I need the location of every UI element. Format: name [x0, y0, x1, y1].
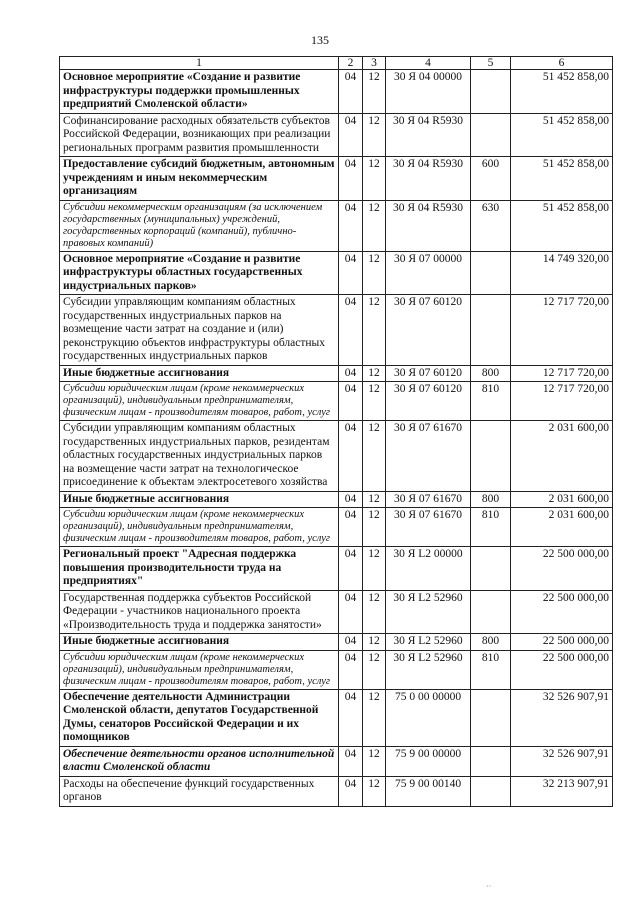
- amount-cell: 32 526 907,91: [511, 746, 613, 776]
- amount-cell: 12 717 720,00: [511, 365, 613, 382]
- expense-type-cell: [471, 689, 511, 746]
- target-article-cell: 30 Я 04 R5930: [386, 200, 471, 251]
- amount-cell: 51 452 858,00: [511, 200, 613, 251]
- section-code-cell: 04: [339, 421, 363, 492]
- target-article-cell: 30 Я L2 00000: [386, 547, 471, 591]
- amount-cell: 51 452 858,00: [511, 157, 613, 201]
- item-name-cell: Субсидии юридическим лицам (кроме некоммерческих организаций), индивидуальным предпринимателям, физическим лицам - производителям товаров, работ, услуг: [60, 382, 339, 421]
- section-code-cell: 04: [339, 251, 363, 295]
- table-row: [60, 508, 613, 547]
- amount-cell: 2 031 600,00: [511, 491, 613, 508]
- column-header: 2: [339, 57, 363, 70]
- target-article-cell: 30 Я L2 52960: [386, 650, 471, 689]
- table-row: [60, 295, 613, 366]
- item-name-cell: Региональный проект "Адресная поддержка повышения производительности труда на предприятиях": [60, 547, 339, 591]
- subsection-code-cell: 12: [363, 634, 386, 651]
- target-article-cell: 30 Я L2 52960: [386, 634, 471, 651]
- section-code-cell: 04: [339, 157, 363, 201]
- table-row: [60, 157, 613, 201]
- subsection-code-cell: 12: [363, 508, 386, 547]
- table-row: [60, 251, 613, 295]
- target-article-cell: 30 Я 07 60120: [386, 382, 471, 421]
- item-name-cell: Субсидии некоммерческим организациям (за исключением государственных (муниципальных) учреждений, государственных корпораций (компаний), публично-правовых компаний): [60, 200, 339, 251]
- target-article-cell: 30 Я 04 R5930: [386, 157, 471, 201]
- expense-type-cell: 630: [471, 200, 511, 251]
- target-article-cell: 75 9 00 00140: [386, 776, 471, 806]
- expense-type-cell: 810: [471, 382, 511, 421]
- amount-cell: 22 500 000,00: [511, 547, 613, 591]
- item-name-cell: Обеспечение деятельности Администрации Смоленской области, депутатов Государственной Думы, сенаторов Российской Федерации и их помощников: [60, 689, 339, 746]
- section-code-cell: 04: [339, 508, 363, 547]
- expense-type-cell: [471, 547, 511, 591]
- column-header: 6: [511, 57, 613, 70]
- table-row: [60, 547, 613, 591]
- expense-type-cell: [471, 70, 511, 114]
- amount-cell: 2 031 600,00: [511, 421, 613, 492]
- subsection-code-cell: 12: [363, 251, 386, 295]
- column-header: 5: [471, 57, 511, 70]
- table-row: [60, 421, 613, 492]
- column-header: 4: [386, 57, 471, 70]
- table-row: [60, 382, 613, 421]
- page-number: 135: [311, 33, 329, 47]
- target-article-cell: 30 Я 07 60120: [386, 295, 471, 366]
- table-row: [60, 650, 613, 689]
- expense-type-cell: 810: [471, 508, 511, 547]
- subsection-code-cell: 12: [363, 113, 386, 157]
- expense-type-cell: [471, 776, 511, 806]
- section-code-cell: 04: [339, 776, 363, 806]
- table-row: [60, 113, 613, 157]
- amount-cell: 12 717 720,00: [511, 382, 613, 421]
- expense-type-cell: 600: [471, 157, 511, 201]
- amount-cell: 22 500 000,00: [511, 650, 613, 689]
- amount-cell: 2 031 600,00: [511, 508, 613, 547]
- column-header: 1: [60, 57, 339, 70]
- item-name-cell: Обеспечение деятельности органов исполнительной власти Смоленской области: [60, 746, 339, 776]
- target-article-cell: 30 Я 07 61670: [386, 508, 471, 547]
- expense-type-cell: 810: [471, 650, 511, 689]
- expense-type-cell: [471, 421, 511, 492]
- table-row: [60, 365, 613, 382]
- section-code-cell: 04: [339, 547, 363, 591]
- target-article-cell: 30 Я 07 61670: [386, 491, 471, 508]
- table-row: [60, 200, 613, 251]
- subsection-code-cell: 12: [363, 365, 386, 382]
- amount-cell: 14 749 320,00: [511, 251, 613, 295]
- column-header: 3: [363, 57, 386, 70]
- item-name-cell: Субсидии юридическим лицам (кроме некоммерческих организаций), индивидуальным предпринимателям, физическим лицам - производителям товаров, работ, услуг: [60, 508, 339, 547]
- amount-cell: 51 452 858,00: [511, 113, 613, 157]
- amount-cell: 22 500 000,00: [511, 634, 613, 651]
- budget-table: [59, 56, 613, 807]
- section-code-cell: 04: [339, 590, 363, 634]
- target-article-cell: 75 0 00 00000: [386, 689, 471, 746]
- expense-type-cell: 800: [471, 634, 511, 651]
- table-row: [60, 776, 613, 806]
- amount-cell: 22 500 000,00: [511, 590, 613, 634]
- table-row: [60, 70, 613, 114]
- item-name-cell: Субсидии управляющим компаниям областных государственных индустриальных парков, резидентам областных государственных индустриальных парков на возмещение части затрат на технологическое присоединение к объектам электросетевого хозяйства: [60, 421, 339, 492]
- expense-type-cell: [471, 746, 511, 776]
- subsection-code-cell: 12: [363, 382, 386, 421]
- item-name-cell: Иные бюджетные ассигнования: [60, 634, 339, 651]
- amount-cell: 32 526 907,91: [511, 689, 613, 746]
- expense-type-cell: [471, 251, 511, 295]
- subsection-code-cell: 12: [363, 491, 386, 508]
- item-name-cell: Иные бюджетные ассигнования: [60, 491, 339, 508]
- target-article-cell: 30 Я 04 R5930: [386, 113, 471, 157]
- subsection-code-cell: 12: [363, 200, 386, 251]
- section-code-cell: 04: [339, 113, 363, 157]
- subsection-code-cell: 12: [363, 547, 386, 591]
- item-name-cell: Иные бюджетные ассигнования: [60, 365, 339, 382]
- section-code-cell: 04: [339, 200, 363, 251]
- subsection-code-cell: 12: [363, 689, 386, 746]
- section-code-cell: 04: [339, 650, 363, 689]
- amount-cell: 32 213 907,91: [511, 776, 613, 806]
- expense-type-cell: [471, 590, 511, 634]
- target-article-cell: 30 Я 04 00000: [386, 70, 471, 114]
- footer-mark: ··: [486, 882, 492, 891]
- subsection-code-cell: 12: [363, 157, 386, 201]
- item-name-cell: Субсидии юридическим лицам (кроме некоммерческих организаций), индивидуальным предпринимателям, физическим лицам - производителям товаров, работ, услуг: [60, 650, 339, 689]
- section-code-cell: 04: [339, 365, 363, 382]
- table-body: [60, 70, 613, 807]
- subsection-code-cell: 12: [363, 590, 386, 634]
- item-name-cell: Основное мероприятие «Создание и развитие инфраструктуры поддержки промышленных предприятий Смоленской области»: [60, 70, 339, 114]
- section-code-cell: 04: [339, 746, 363, 776]
- item-name-cell: Государственная поддержка субъектов Российской Федерации - участников национального проекта «Производительность труда и поддержка занятости»: [60, 590, 339, 634]
- expense-type-cell: [471, 295, 511, 366]
- section-code-cell: 04: [339, 491, 363, 508]
- table-row: [60, 634, 613, 651]
- item-name-cell: Предоставление субсидий бюджетным, автономным учреждениям и иным некоммерческим организациям: [60, 157, 339, 201]
- section-code-cell: 04: [339, 689, 363, 746]
- section-code-cell: 04: [339, 634, 363, 651]
- table-header-row: [60, 57, 613, 70]
- amount-cell: 51 452 858,00: [511, 70, 613, 114]
- item-name-cell: Основное мероприятие «Создание и развитие инфраструктуры областных государственных индустриальных парков»: [60, 251, 339, 295]
- target-article-cell: 30 Я L2 52960: [386, 590, 471, 634]
- table-row: [60, 746, 613, 776]
- section-code-cell: 04: [339, 382, 363, 421]
- target-article-cell: 30 Я 07 00000: [386, 251, 471, 295]
- subsection-code-cell: 12: [363, 70, 386, 114]
- table-row: [60, 689, 613, 746]
- amount-cell: 12 717 720,00: [511, 295, 613, 366]
- subsection-code-cell: 12: [363, 776, 386, 806]
- target-article-cell: 30 Я 07 60120: [386, 365, 471, 382]
- table-row: [60, 590, 613, 634]
- item-name-cell: Расходы на обеспечение функций государственных органов: [60, 776, 339, 806]
- subsection-code-cell: 12: [363, 650, 386, 689]
- table-row: [60, 491, 613, 508]
- target-article-cell: 30 Я 07 61670: [386, 421, 471, 492]
- target-article-cell: 75 9 00 00000: [386, 746, 471, 776]
- item-name-cell: Софинансирование расходных обязательств субъектов Российской Федерации, возникающих при реализации региональных программ развития промышленности: [60, 113, 339, 157]
- expense-type-cell: [471, 113, 511, 157]
- expense-type-cell: 800: [471, 365, 511, 382]
- item-name-cell: Субсидии управляющим компаниям областных государственных индустриальных парков на возмещение части затрат на создание и (или) реконструкцию объектов инфраструктуры областных государственных индустриальных парков: [60, 295, 339, 366]
- section-code-cell: 04: [339, 70, 363, 114]
- section-code-cell: 04: [339, 295, 363, 366]
- subsection-code-cell: 12: [363, 295, 386, 366]
- expense-type-cell: 800: [471, 491, 511, 508]
- subsection-code-cell: 12: [363, 421, 386, 492]
- subsection-code-cell: 12: [363, 746, 386, 776]
